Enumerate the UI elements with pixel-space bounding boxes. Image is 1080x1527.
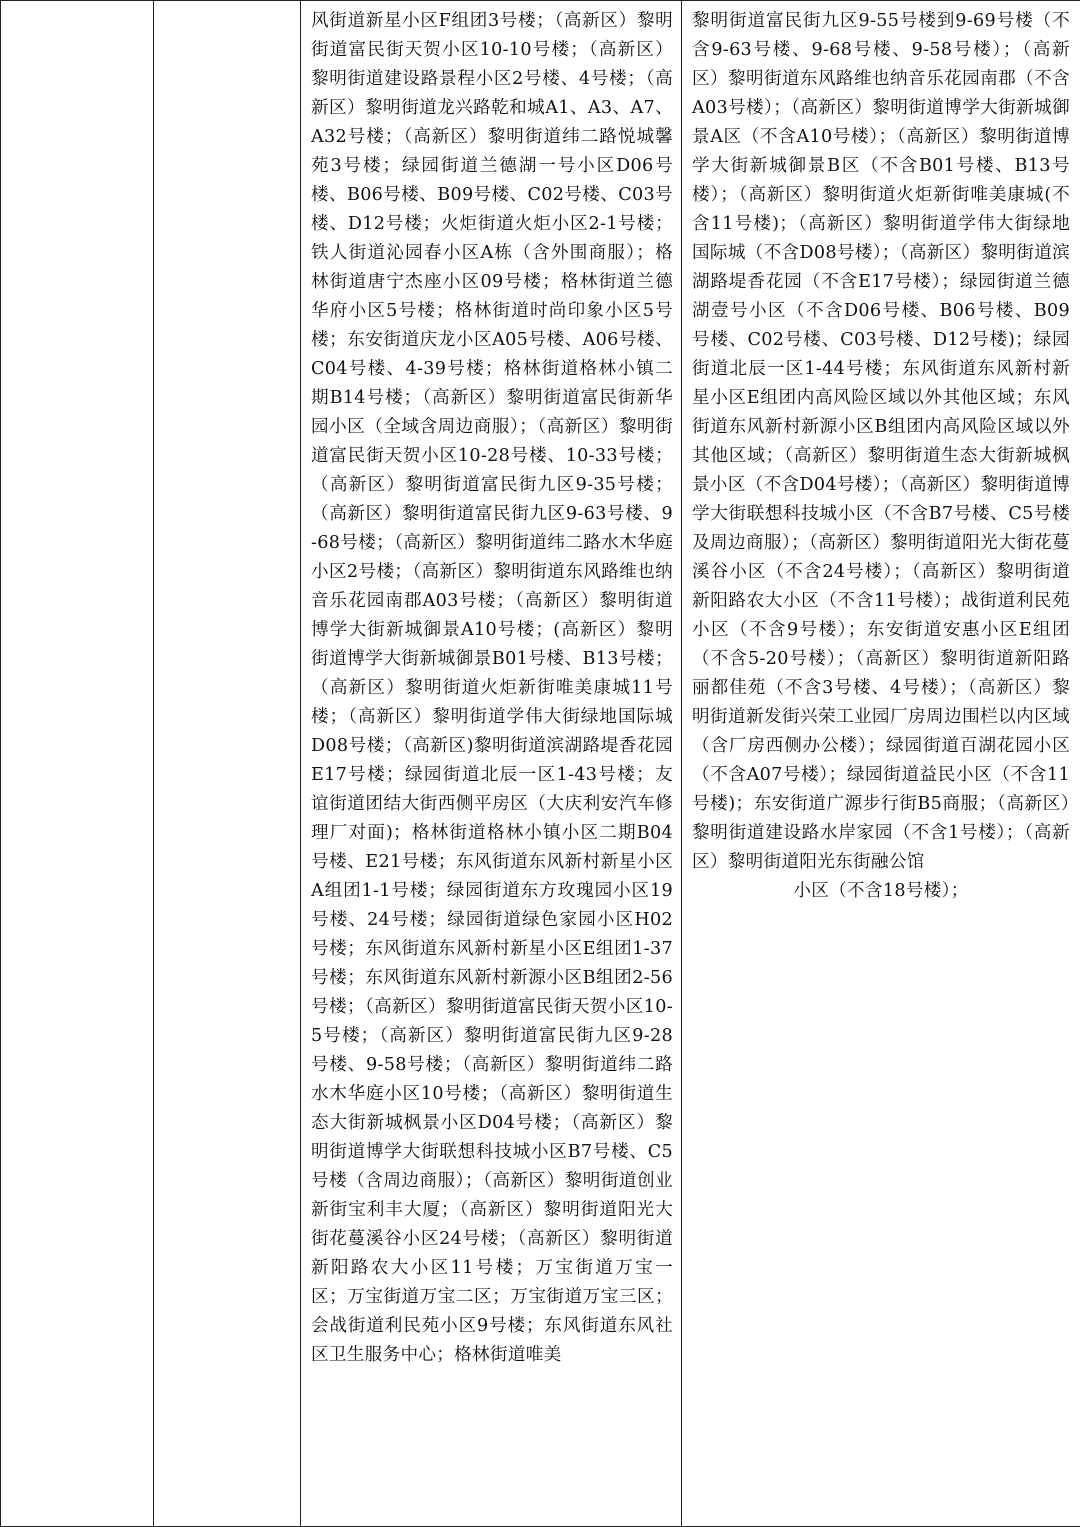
excluded-areas-text: 黎明街道富民街九区9-55号楼到9-69号楼（不含9-63号楼、9-68号楼、9-58号楼）；（高新区）黎明街道东风路维也纳音乐花园南郡（不含A03号楼）；（高新区）黎明街道博学大街新城御景A区（不含A10号楼）；（高新区）黎明街道博学大街新城御景B区（不含B01号楼、B13号楼）；（高新区）黎明街道火炬新街唯美康城(不含11号楼)；（高新区）黎明街道学伟大街绿地国际城（不含D08号楼）；（高新区）黎明街道滨湖路堤香花园（不含E17号楼）；绿园街道兰德湖壹号小区（不含D06号楼、B06号楼、B09号楼、C02号楼、C03号楼、D12号楼)；绿园街道北辰一区1-44号楼；东风街道东风新村新星小区E组团内高风险区域以外其他区域；东风街道东风新村新源小区B组团内高风险区域以外其他区域；（高新区）黎明街道生态大街新城枫景小区（不含D04号楼）；（高新区）黎明街道博学大街联想科技城小区（不含B7号楼、C5号楼及周边商服）；（高新区）黎明街道阳光大街花蔓溪谷小区（不含24号楼）；（高新区）黎明街道新阳路农大小区（不含11号楼）；战街道利民苑小区（不含9号楼）；东安街道安惠小区E组团（不含5-20号楼）；（高新区）黎明街道新阳路丽都佳苑（不含3号楼、4号楼）；（高新区）黎明街道新发街兴荣工业园厂房周边围栏以内区域（含厂房西侧办公楼）；绿园街道百湖花园小区（不含A07号楼）；绿园街道益民小区（不含11号楼)；东安街道广源步行街B5商服；（高新区）黎明街道建设路水岸家园（不含1号楼）；（高新区）黎明街道阳光东街融公馆 <box>692 11 1070 872</box>
table-cell-2 <box>154 1 301 1527</box>
table-cell-excluded-areas <box>682 1 1080 1527</box>
affected-buildings-text: 风街道新星小区F组团3号楼；（高新区）黎明街道富民街天贺小区10-10号楼；（高新区）黎明街道建设路景程小区2号楼、4号楼；（高新区）黎明街道龙兴路乾和城A1、A3、A7、A32号楼；（高新区）黎明街道纬二路悦城馨苑3号楼；绿园街道兰德湖一号小区D06号楼、B06号楼、B09号楼、C02号楼、C03号楼、D12号楼；火炬街道火炬小区2-1号楼；铁人街道沁园春小区A栋（含外围商服）；格林街道唐宁杰座小区09号楼；格林街道兰德华府小区5号楼；格林街道时尚印象小区5号楼；东安街道庆龙小区A05号楼、A06号楼、C04号楼、4-39号楼；格林街道格林小镇二期B14号楼；（高新区）黎明街道富民街新华园小区（全域含周边商服）；（高新区）黎明街道富民街天贺小区10-28号楼、10-33号楼；（高新区）黎明街道富民街九区9-35号楼；（高新区）黎明街道富民街九区9-63号楼、9-68号楼；（高新区）黎明街道纬二路水木华庭小区2号楼；（高新区）黎明街道东风路维也纳音乐花园南郡A03号楼；（高新区）黎明街道博学大街新城御景A10号楼；(高新区）黎明街道博学大街新城御景B01号楼、B13号楼；（高新区）黎明街道火炬新街唯美康城11号楼；（高新区）黎明街道学伟大街绿地国际城D08号楼；（高新区)黎明街道滨湖路堤香花园E17号楼；绿园街道北辰一区1-43号楼；友谊街道团结大街西侧平房区（大庆利安汽车修理厂对面)；格林街道格林小镇小区二期B04号楼、E21号楼；东风街道东风新村新星小区A组团1-1号楼；绿园街道东方玫瑰园小区19号楼、24号楼；绿园街道绿色家园小区H02号楼；东风街道东风新村新星小区E组团1-37号楼；东风街道东风新村新源小区B组团2-56号楼；（高新区）黎明街道富民街天贺小区10-5号楼；（高新区）黎明街道富民街九区9-28号楼、9-58号楼；（高新区）黎明街道纬二路水木华庭小区10号楼；（高新区）黎明街道生态大街新城枫景小区D04号楼；（高新区）黎明街道博学大街联想科技城小区B7号楼、C5号楼（含周边商服）；（高新区）黎明街道创业新街宝利丰大厦；（高新区）黎明街道阳光大街花蔓溪谷小区24号楼；（高新区）黎明街道新阳路农大小区11号楼；万宝街道万宝一区；万宝街道万宝二区；万宝街道万宝三区；会战街道利民苑小区9号楼；东风街道东风社区卫生服务中心；格林街道唯美 <box>311 11 673 1365</box>
table-row <box>1 1 1080 1527</box>
excluded-areas-block <box>682 1 1080 906</box>
excluded-areas-tail: 小区（不含18号楼）； <box>793 881 969 901</box>
table-cell-1 <box>1 1 154 1527</box>
table-cell-affected-buildings <box>301 1 682 1527</box>
